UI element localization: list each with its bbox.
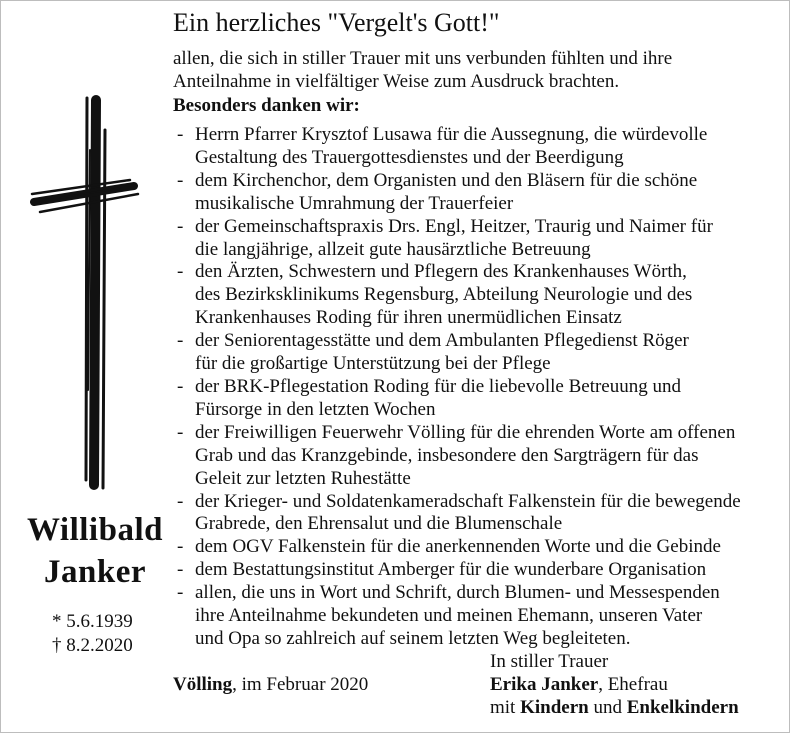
- cross-icon: [30, 90, 140, 490]
- thanks-item: [177, 261, 777, 330]
- thanks-line: den Ärzten, Schwestern und Pflegern des Krankenhauses Wörth,: [195, 261, 687, 283]
- thanks-item: [177, 170, 777, 216]
- bullet-dash: -: [177, 330, 184, 352]
- thanks-line: dem Bestattungsinstitut Amberger für die wunderbare Organisation: [195, 559, 707, 581]
- signature-relation: , Ehefrau: [598, 674, 668, 695]
- notice-heading: Ein herzliches "Vergelt's Gott!": [173, 8, 500, 37]
- intro-line: Anteilnahme in vielfältiger Weise zum Ausdruck brachten.: [173, 71, 620, 92]
- bullet-dash: -: [177, 559, 184, 581]
- thanks-line: und Opa so zahlreich auf seinem letzten Weg begleiteten.: [195, 627, 631, 649]
- signature-grandchildren: Enkelkindern: [626, 697, 739, 718]
- signature-und: und: [588, 697, 627, 718]
- thanks-item: [177, 124, 777, 170]
- place-date-text: , im Februar 2020: [232, 674, 369, 695]
- place-town: Völling: [173, 674, 233, 695]
- thanks-line: Grabrede, den Ehrensalut und die Blumenschale: [195, 513, 563, 535]
- thanks-line: der Gemeinschaftspraxis Drs. Engl, Heitzer, Traurig und Naimer für: [195, 215, 713, 237]
- thanks-item: [177, 582, 777, 651]
- thanks-item: [177, 491, 777, 537]
- bullet-dash: -: [177, 582, 184, 604]
- death-date: † 8.2.2020: [52, 635, 133, 656]
- bullet-dash: -: [177, 536, 184, 558]
- thanks-line: Geleit zur letzten Ruhestätte: [195, 467, 411, 489]
- thanks-line: für die großartige Unterstützung bei der Pflege: [195, 353, 551, 375]
- thanks-line: der Freiwilligen Feuerwehr Völling für die ehrenden Worte am offenen: [195, 421, 736, 443]
- thanks-item: [177, 330, 777, 376]
- thanks-line: der BRK-Pflegestation Roding für die liebevolle Betreuung und: [195, 375, 681, 397]
- thanks-line: der Seniorentagesstätte und dem Ambulanten Pflegedienst Röger: [195, 330, 689, 352]
- thanks-line: Grab und das Kranzgebinde, insbesondere den Sargträgern für das: [195, 444, 699, 466]
- thanks-item: [177, 216, 777, 262]
- thanks-line: des Bezirksklinikums Regensburg, Abteilung Neurologie und des: [195, 284, 693, 306]
- thanks-line: Fürsorge in den letzten Wochen: [195, 398, 436, 420]
- bullet-dash: -: [177, 261, 184, 283]
- signature-children: Kindern: [520, 697, 589, 718]
- signature-name: Erika Janker: [490, 674, 599, 695]
- thanks-line: Herrn Pfarrer Krysztof Lusawa für die Aussegnung, die würdevolle: [195, 124, 708, 145]
- thanks-subheading: Besonders danken wir:: [173, 95, 360, 116]
- bullet-dash: -: [177, 490, 184, 512]
- thanks-item: [177, 422, 777, 491]
- thanks-item: [177, 559, 777, 582]
- intro-text: [173, 47, 672, 93]
- deceased-last-name: Janker: [44, 554, 146, 590]
- thanks-line: die langjährige, allzeit gute hausärztliche Betreuung: [195, 238, 591, 260]
- thanks-line: dem Kirchenchor, dem Organisten und den Bläsern für die schöne: [195, 169, 698, 191]
- place-date: [173, 674, 368, 696]
- intro-line: allen, die sich in stiller Trauer mit uns verbunden fühlten und ihre: [173, 48, 673, 69]
- signature-name-line: [490, 673, 739, 696]
- thanks-list: [177, 124, 777, 651]
- bullet-dash: -: [177, 169, 184, 191]
- thanks-item: [177, 536, 777, 559]
- bullet-dash: -: [177, 124, 184, 145]
- thanks-line: der Krieger- und Soldatenkameradschaft Falkenstein für die bewegende: [195, 490, 741, 512]
- bullet-dash: -: [177, 421, 184, 443]
- birth-date: * 5.6.1939: [52, 611, 133, 632]
- signature-family-line: [490, 696, 739, 719]
- thanks-line: Gestaltung des Trauergottesdienstes und der Beerdigung: [195, 146, 624, 168]
- signature-block: [490, 650, 739, 719]
- thanks-line: dem OGV Falkenstein für die anerkennenden Worte und die Gebinde: [195, 536, 721, 558]
- bullet-dash: -: [177, 375, 184, 397]
- bullet-dash: -: [177, 215, 184, 237]
- signature-intro: In stiller Trauer: [490, 651, 609, 672]
- thanks-line: Krankenhauses Roding für ihren unermüdlichen Einsatz: [195, 307, 622, 329]
- thanks-line: ihre Anteilnahme bekundeten und meinen Ehemann, unseren Vater: [195, 605, 703, 627]
- thanks-item: [177, 376, 777, 422]
- deceased-first-name: Willibald: [27, 512, 163, 548]
- thanks-line: musikalische Umrahmung der Trauerfeier: [195, 192, 514, 214]
- thanks-line: allen, die uns in Wort und Schrift, durch Blumen- und Messespenden: [195, 582, 720, 604]
- signature-mit: mit: [490, 697, 521, 718]
